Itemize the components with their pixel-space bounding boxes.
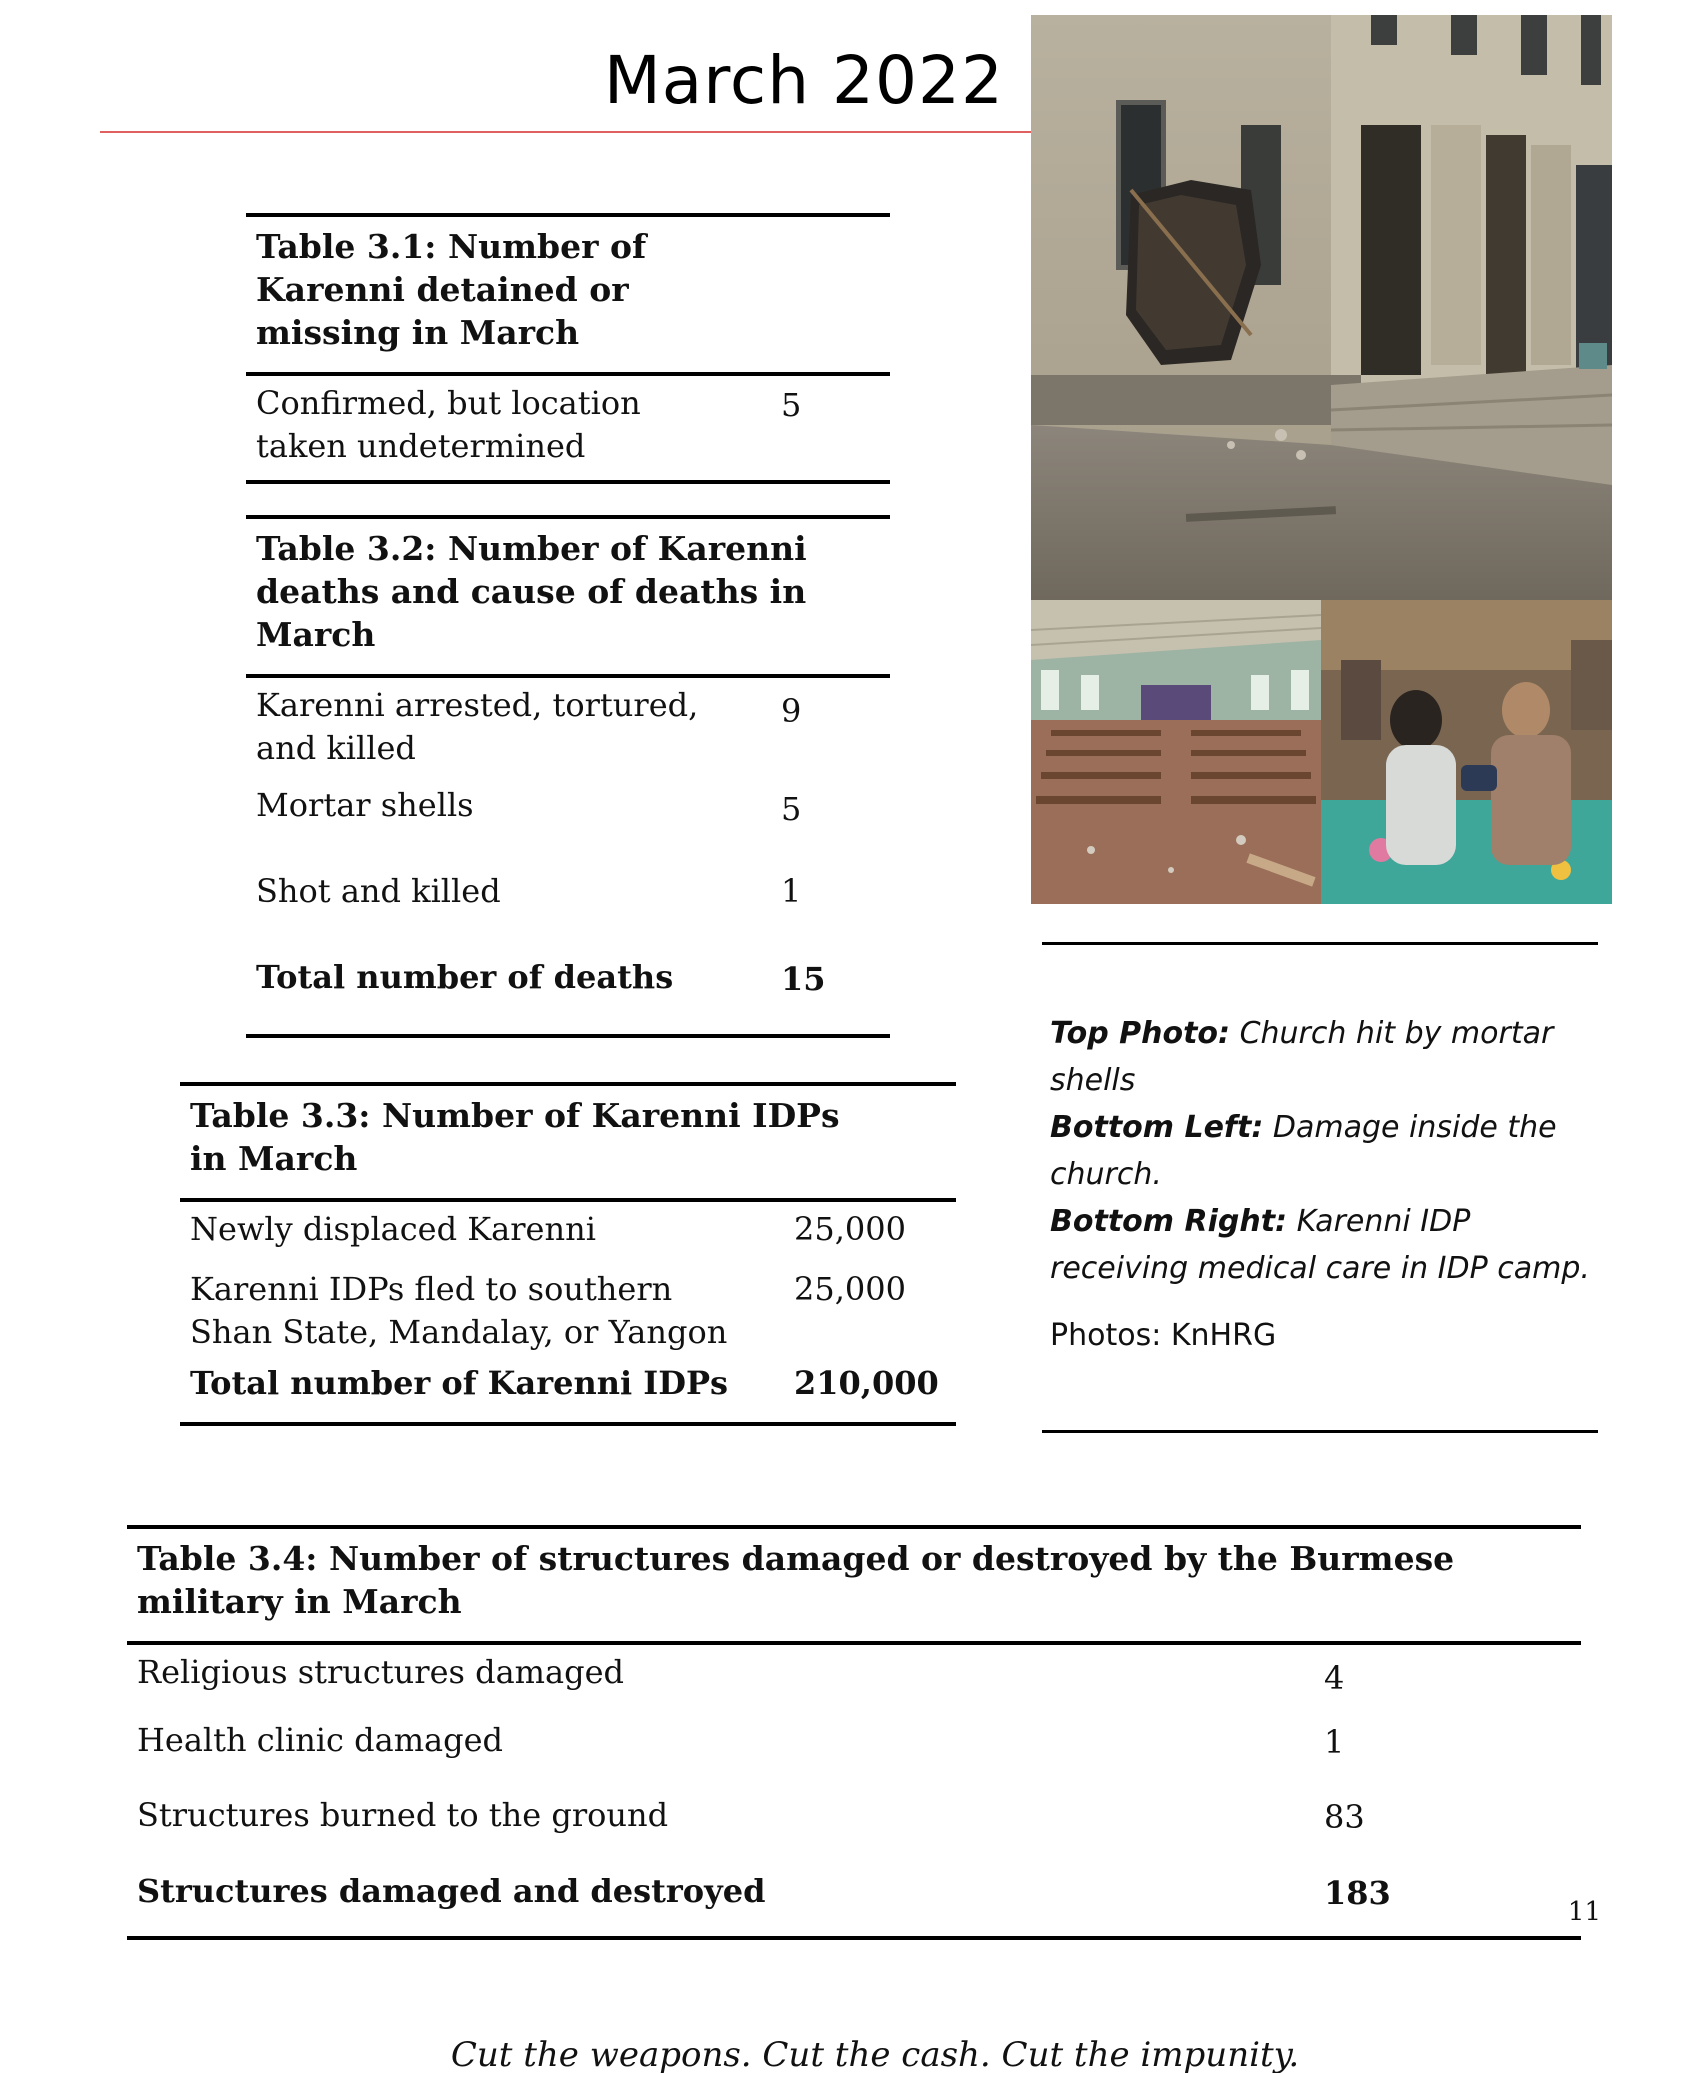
table-row-total — [127, 1870, 1581, 1936]
table-3-2 — [246, 515, 890, 1038]
table-row — [246, 376, 890, 480]
row-value: 4 — [1324, 1659, 1345, 1697]
table-row-total — [246, 956, 890, 1034]
row-label: Mortar shells — [256, 786, 474, 824]
row-label: Structures burned to the ground — [137, 1796, 669, 1834]
caption-top-photo — [1050, 1010, 1590, 1104]
row-label: Total number of deaths — [256, 958, 674, 996]
table-3-2-title: Table 3.2: Number of Karenni deaths and cause of deaths in March — [246, 519, 890, 678]
table-row — [246, 870, 890, 956]
caption-key: Bottom Right: — [1050, 1204, 1288, 1239]
row-label: Shot and killed — [256, 872, 501, 910]
table-3-1-title: Table 3.1: Number of Karenni detained or missing in March — [246, 217, 890, 376]
photo-caption — [1050, 1010, 1590, 1359]
table-row-total — [180, 1362, 956, 1422]
row-value: 5 — [781, 386, 802, 424]
table-3-3-title: Table 3.3: Number of Karenni IDPs in March — [180, 1086, 956, 1202]
row-value: 25,000 — [794, 1270, 906, 1308]
caption-bottom-right — [1050, 1198, 1590, 1292]
title-underline — [100, 131, 1032, 133]
row-label: Health clinic damaged — [137, 1721, 504, 1759]
row-label: Structures damaged and destroyed — [137, 1872, 766, 1910]
caption-key: Bottom Left: — [1050, 1110, 1264, 1145]
table-row — [246, 784, 890, 870]
table-3-4 — [127, 1525, 1581, 1940]
damaged-church-exterior-photo — [1031, 15, 1612, 600]
row-value: 183 — [1324, 1874, 1391, 1912]
row-label: Confirmed, but location taken undetermined — [256, 384, 641, 465]
row-value: 9 — [781, 692, 802, 730]
caption-bottom-left — [1050, 1104, 1590, 1198]
caption-text: Damage inside the church. — [1050, 1110, 1557, 1192]
idp-medical-care-photo — [1321, 600, 1612, 904]
caption-key: Top Photo: — [1050, 1016, 1231, 1051]
table-3-1 — [246, 213, 890, 484]
photo-credit: Photos: KnHRG — [1050, 1318, 1277, 1353]
table-row — [180, 1202, 956, 1268]
caption-top-rule — [1042, 942, 1598, 945]
table-row — [246, 678, 890, 784]
row-value: 25,000 — [794, 1210, 906, 1248]
row-label: Religious structures damaged — [137, 1653, 624, 1691]
table-row — [127, 1645, 1581, 1719]
row-value: 5 — [781, 790, 802, 828]
table-row — [180, 1268, 956, 1362]
page-footer: Cut the weapons. Cut the cash. Cut the impunity. — [450, 2035, 1300, 2073]
row-label: Newly displaced Karenni — [190, 1210, 596, 1248]
row-value: 1 — [781, 872, 802, 910]
row-value: 15 — [781, 960, 826, 998]
row-label: Total number of Karenni IDPs — [190, 1364, 729, 1402]
row-label: Karenni IDPs fled to southern Shan State, Mandalay, or Yangon — [190, 1270, 728, 1351]
damaged-church-interior-photo — [1031, 600, 1321, 904]
table-row — [127, 1794, 1581, 1870]
row-value: 1 — [1324, 1723, 1345, 1761]
table-3-3 — [180, 1082, 956, 1426]
row-value: 83 — [1324, 1798, 1365, 1836]
page-title: March 2022 — [603, 42, 1004, 119]
caption-bottom-rule — [1042, 1430, 1598, 1433]
caption-text: Church hit by mortar shells — [1050, 1016, 1554, 1098]
caption-text: Karenni IDP receiving medical care in IDP camp. — [1050, 1204, 1590, 1286]
row-value: 210,000 — [794, 1364, 939, 1402]
page-number: 11 — [1567, 1897, 1601, 1927]
table-3-4-title: Table 3.4: Number of structures damaged or destroyed by the Burmese military in March — [127, 1529, 1581, 1645]
table-row — [127, 1719, 1581, 1794]
row-label: Karenni arrested, tortured, and killed — [256, 686, 699, 767]
